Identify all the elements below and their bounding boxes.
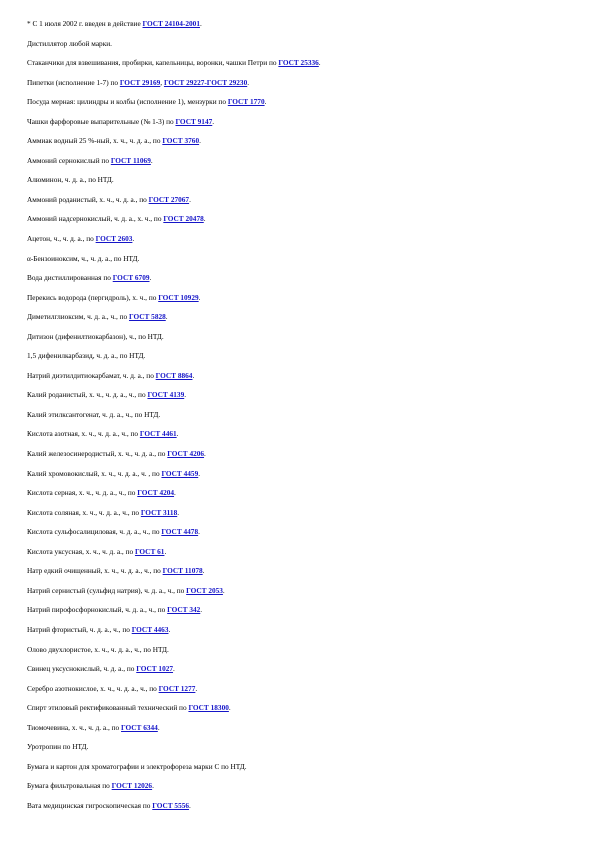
text-line: [27, 57, 587, 77]
line-text: .: [195, 683, 198, 693]
text-line: [27, 116, 587, 136]
text-line: [27, 663, 587, 683]
line-text: Чашки фарфоровые выпарительные (№ 1-3) по: [27, 116, 176, 126]
gost-link[interactable]: ГОСТ 24104-2001: [142, 19, 200, 28]
line-text: .: [204, 449, 206, 459]
line-text: .: [157, 722, 160, 732]
line-text: Натрий фтористый, ч. д. а., ч., по: [27, 624, 132, 634]
line-text: .: [264, 97, 267, 107]
line-text: Натрий пирофосфорнокислый, ч. д. а., ч., по: [27, 605, 168, 615]
gost-link[interactable]: ГОСТ 5828: [128, 312, 166, 322]
line-text: Перекись водорода (пергидроль), х. ч., по: [27, 292, 159, 302]
gost-link[interactable]: ГОСТ 1277: [158, 683, 196, 693]
line-text: Стаканчики для взвешивания, пробирки, капельницы, воронки, чашки Петри по: [27, 58, 279, 68]
gost-link[interactable]: ГОСТ 5556: [152, 800, 190, 810]
line-text: Аммоний сернокислый по: [27, 155, 111, 165]
line-text: .: [318, 58, 321, 68]
text-line: [27, 761, 587, 781]
text-line: [27, 624, 587, 644]
line-text: .: [228, 703, 231, 713]
line-text: Кислота уксусная, х. ч., ч. д. а., по: [27, 546, 135, 556]
text-line: [27, 155, 587, 175]
line-text: Олово двухлористое, х. ч., ч. д. а., ч., по НТД.: [27, 644, 169, 654]
line-text: .: [189, 800, 191, 810]
gost-link[interactable]: ГОСТ 1770: [227, 97, 265, 107]
line-text: Натр едкий очищенный, х. ч., ч. д. а., ч., по: [27, 566, 163, 576]
text-line: [27, 96, 587, 116]
text-line: [27, 780, 587, 800]
line-text: .: [149, 273, 152, 283]
line-text: Вода дистиллированная по: [27, 273, 113, 283]
gost-link[interactable]: ГОСТ 6344: [121, 722, 158, 732]
gost-link[interactable]: ГОСТ 4139: [147, 390, 185, 400]
text-line: [27, 77, 587, 97]
line-text: Кислота серная, х. ч., ч. д. а., ч., по: [27, 488, 138, 498]
line-text: .: [150, 155, 153, 165]
gost-link[interactable]: ГОСТ 4478: [161, 527, 199, 537]
text-line: [27, 448, 587, 468]
line-text: Калий этилксантогенат, ч. д. а., ч., по НТД.: [27, 409, 161, 419]
line-text: .: [192, 370, 195, 380]
line-text: .: [203, 214, 206, 224]
line-text: Калий хромовокислый, х. ч., ч. д. а., ч. , по: [27, 468, 162, 478]
text-line: [27, 389, 587, 409]
text-line: [27, 292, 587, 312]
gost-link[interactable]: ГОСТ 4461: [139, 429, 177, 439]
gost-link[interactable]: ГОСТ 4204: [137, 488, 175, 498]
line-text: Бумага и картон для хроматографии и электрофореза марки С по НТД.: [27, 761, 247, 771]
text-line: [27, 311, 587, 331]
line-text: Алюминон, ч. д. а., по НТД.: [27, 175, 114, 185]
line-text: Дитизон (дифенилтиокарбазон), ч., по НТД.: [27, 331, 164, 341]
text-line: [27, 487, 587, 507]
line-text: Калий железосинеродистый, х. ч., ч. д. а., по: [27, 449, 168, 459]
text-line: [27, 174, 587, 194]
gost-link[interactable]: ГОСТ 342: [167, 605, 201, 615]
line-text: .: [152, 781, 154, 791]
line-text: .: [164, 546, 167, 556]
text-line: [27, 546, 587, 566]
line-text: .: [132, 234, 135, 244]
gost-link[interactable]: ГОСТ 8864: [155, 370, 193, 380]
line-text: .: [222, 585, 225, 595]
line-text: .: [199, 19, 202, 28]
text-line: [27, 38, 587, 58]
line-text: Пипетки (исполнение 1-7) по: [27, 77, 120, 87]
gost-link[interactable]: ГОСТ 3760: [162, 136, 200, 146]
line-text: .: [200, 605, 203, 615]
line-text: Бумага фильтровальная по: [27, 781, 112, 791]
text-line: [27, 526, 587, 546]
line-text: Свинец уксуснокислый, ч. д. а., по: [27, 664, 137, 674]
text-line: [27, 428, 587, 448]
line-text: Кислота сульфосалициловая, ч. д. а., ч., по: [27, 527, 162, 537]
text-line: [27, 741, 587, 761]
gost-link[interactable]: ГОСТ 1027: [136, 664, 174, 674]
line-text: .: [174, 488, 176, 498]
text-line: [27, 604, 587, 624]
line-text: Серебро азотнокислое, х. ч., ч. д. а., ч., по: [27, 683, 159, 693]
line-text: Уротропин по НТД.: [27, 742, 89, 752]
line-text: .: [247, 77, 250, 87]
document-body: [27, 18, 587, 819]
text-line: [27, 683, 587, 703]
gost-link[interactable]: ГОСТ 12026: [111, 781, 153, 791]
text-line: [27, 18, 587, 38]
line-text: α-Бензоиноксим, ч., ч. д. а., по НТД.: [27, 253, 140, 263]
gost-link[interactable]: ГОСТ 25336: [278, 58, 319, 68]
text-line: [27, 468, 587, 488]
line-text: Кислота азотная, х. ч., ч. д. а., ч., по: [27, 429, 140, 439]
text-line: [27, 272, 587, 292]
text-line: [27, 722, 587, 742]
text-line: [27, 565, 587, 585]
line-text: .: [212, 116, 215, 126]
line-text: .: [177, 507, 180, 517]
line-text: ,: [160, 77, 164, 87]
text-line: [27, 409, 587, 429]
gost-link[interactable]: ГОСТ 11078: [162, 566, 203, 576]
gost-link[interactable]: ГОСТ 4459: [161, 468, 199, 478]
line-text: Ацетон, ч., ч. д. а., по: [27, 234, 96, 244]
line-text: Дистиллятор любой марки.: [27, 38, 112, 48]
line-text: 1,5 дифенилкарбазид, ч. д. а., по НТД.: [27, 351, 146, 361]
gost-link[interactable]: ГОСТ 4206: [167, 449, 205, 459]
text-line: [27, 644, 587, 664]
gost-link[interactable]: ГОСТ 9147: [175, 116, 213, 126]
line-text: .: [202, 566, 205, 576]
line-text: Натрий сернистый (сульфид натрия), ч. д. а., ч., по: [27, 585, 187, 595]
line-text: Аммоний надсернокислый, ч. д. а., х. ч., по: [27, 214, 164, 224]
gost-link[interactable]: ГОСТ 3118: [140, 507, 178, 517]
gost-link[interactable]: ГОСТ 27067: [148, 194, 190, 204]
line-text: .: [168, 624, 171, 634]
line-text: * С 1 июля 2002 г. введен в действие: [27, 19, 143, 28]
line-text: .: [165, 312, 168, 322]
text-line: [27, 585, 587, 605]
line-text: Калий роданистый, х. ч., ч. д. а., ч., по: [27, 390, 148, 400]
text-line: [27, 331, 587, 351]
line-text: Посуда мерная: цилиндры и колбы (исполнение 1), мензурки по: [27, 97, 228, 107]
text-line: [27, 350, 587, 370]
line-text: .: [184, 390, 187, 400]
line-text: .: [189, 194, 191, 204]
gost-link[interactable]: ГОСТ 18300: [188, 703, 229, 713]
text-line: [27, 702, 587, 722]
line-text: .: [199, 136, 201, 146]
gost-link[interactable]: ГОСТ 10929: [158, 292, 199, 302]
gost-link[interactable]: ГОСТ 2053: [186, 585, 223, 595]
line-text: Вата медицинская гигроскопическая по: [27, 800, 153, 810]
line-text: Аммоний роданистый, х. ч., ч. д. а., по: [27, 194, 149, 204]
line-text: .: [198, 527, 200, 537]
line-text: Тиомочевина, х. ч., ч. д. а., по: [27, 722, 122, 732]
text-line: [27, 213, 587, 233]
text-line: [27, 194, 587, 214]
line-text: .: [198, 468, 201, 478]
line-text: .: [198, 292, 201, 302]
line-text: Спирт этиловый ректификованный технический по: [27, 703, 189, 713]
text-line: [27, 507, 587, 527]
line-text: Кислота соляная, х. ч., ч. д. а., ч., по: [27, 507, 141, 517]
gost-link[interactable]: ГОСТ 29169: [119, 77, 161, 87]
gost-link[interactable]: ГОСТ 29227-ГОСТ 29230: [163, 77, 248, 87]
line-text: .: [176, 429, 179, 439]
gost-link[interactable]: ГОСТ 6709: [112, 273, 150, 283]
line-text: Диметилглиоксим, ч. д. а., ч., по: [27, 312, 129, 322]
text-line: [27, 135, 587, 155]
text-line: [27, 370, 587, 390]
gost-link[interactable]: ГОСТ 4463: [131, 624, 169, 634]
text-line: [27, 253, 587, 273]
gost-link[interactable]: ГОСТ 11069: [110, 155, 151, 165]
line-text: Аммиак водный 25 %-ный, х. ч., ч. д. а., по: [27, 136, 163, 146]
text-line: [27, 800, 587, 820]
line-text: .: [173, 664, 175, 674]
gost-link[interactable]: ГОСТ 20478: [163, 214, 204, 224]
gost-link[interactable]: ГОСТ 2603: [95, 234, 133, 244]
line-text: Натрий диэтилдитиокарбамат, ч. д. а., по: [27, 370, 156, 380]
gost-link[interactable]: ГОСТ 61: [134, 546, 165, 556]
text-line: [27, 233, 587, 253]
